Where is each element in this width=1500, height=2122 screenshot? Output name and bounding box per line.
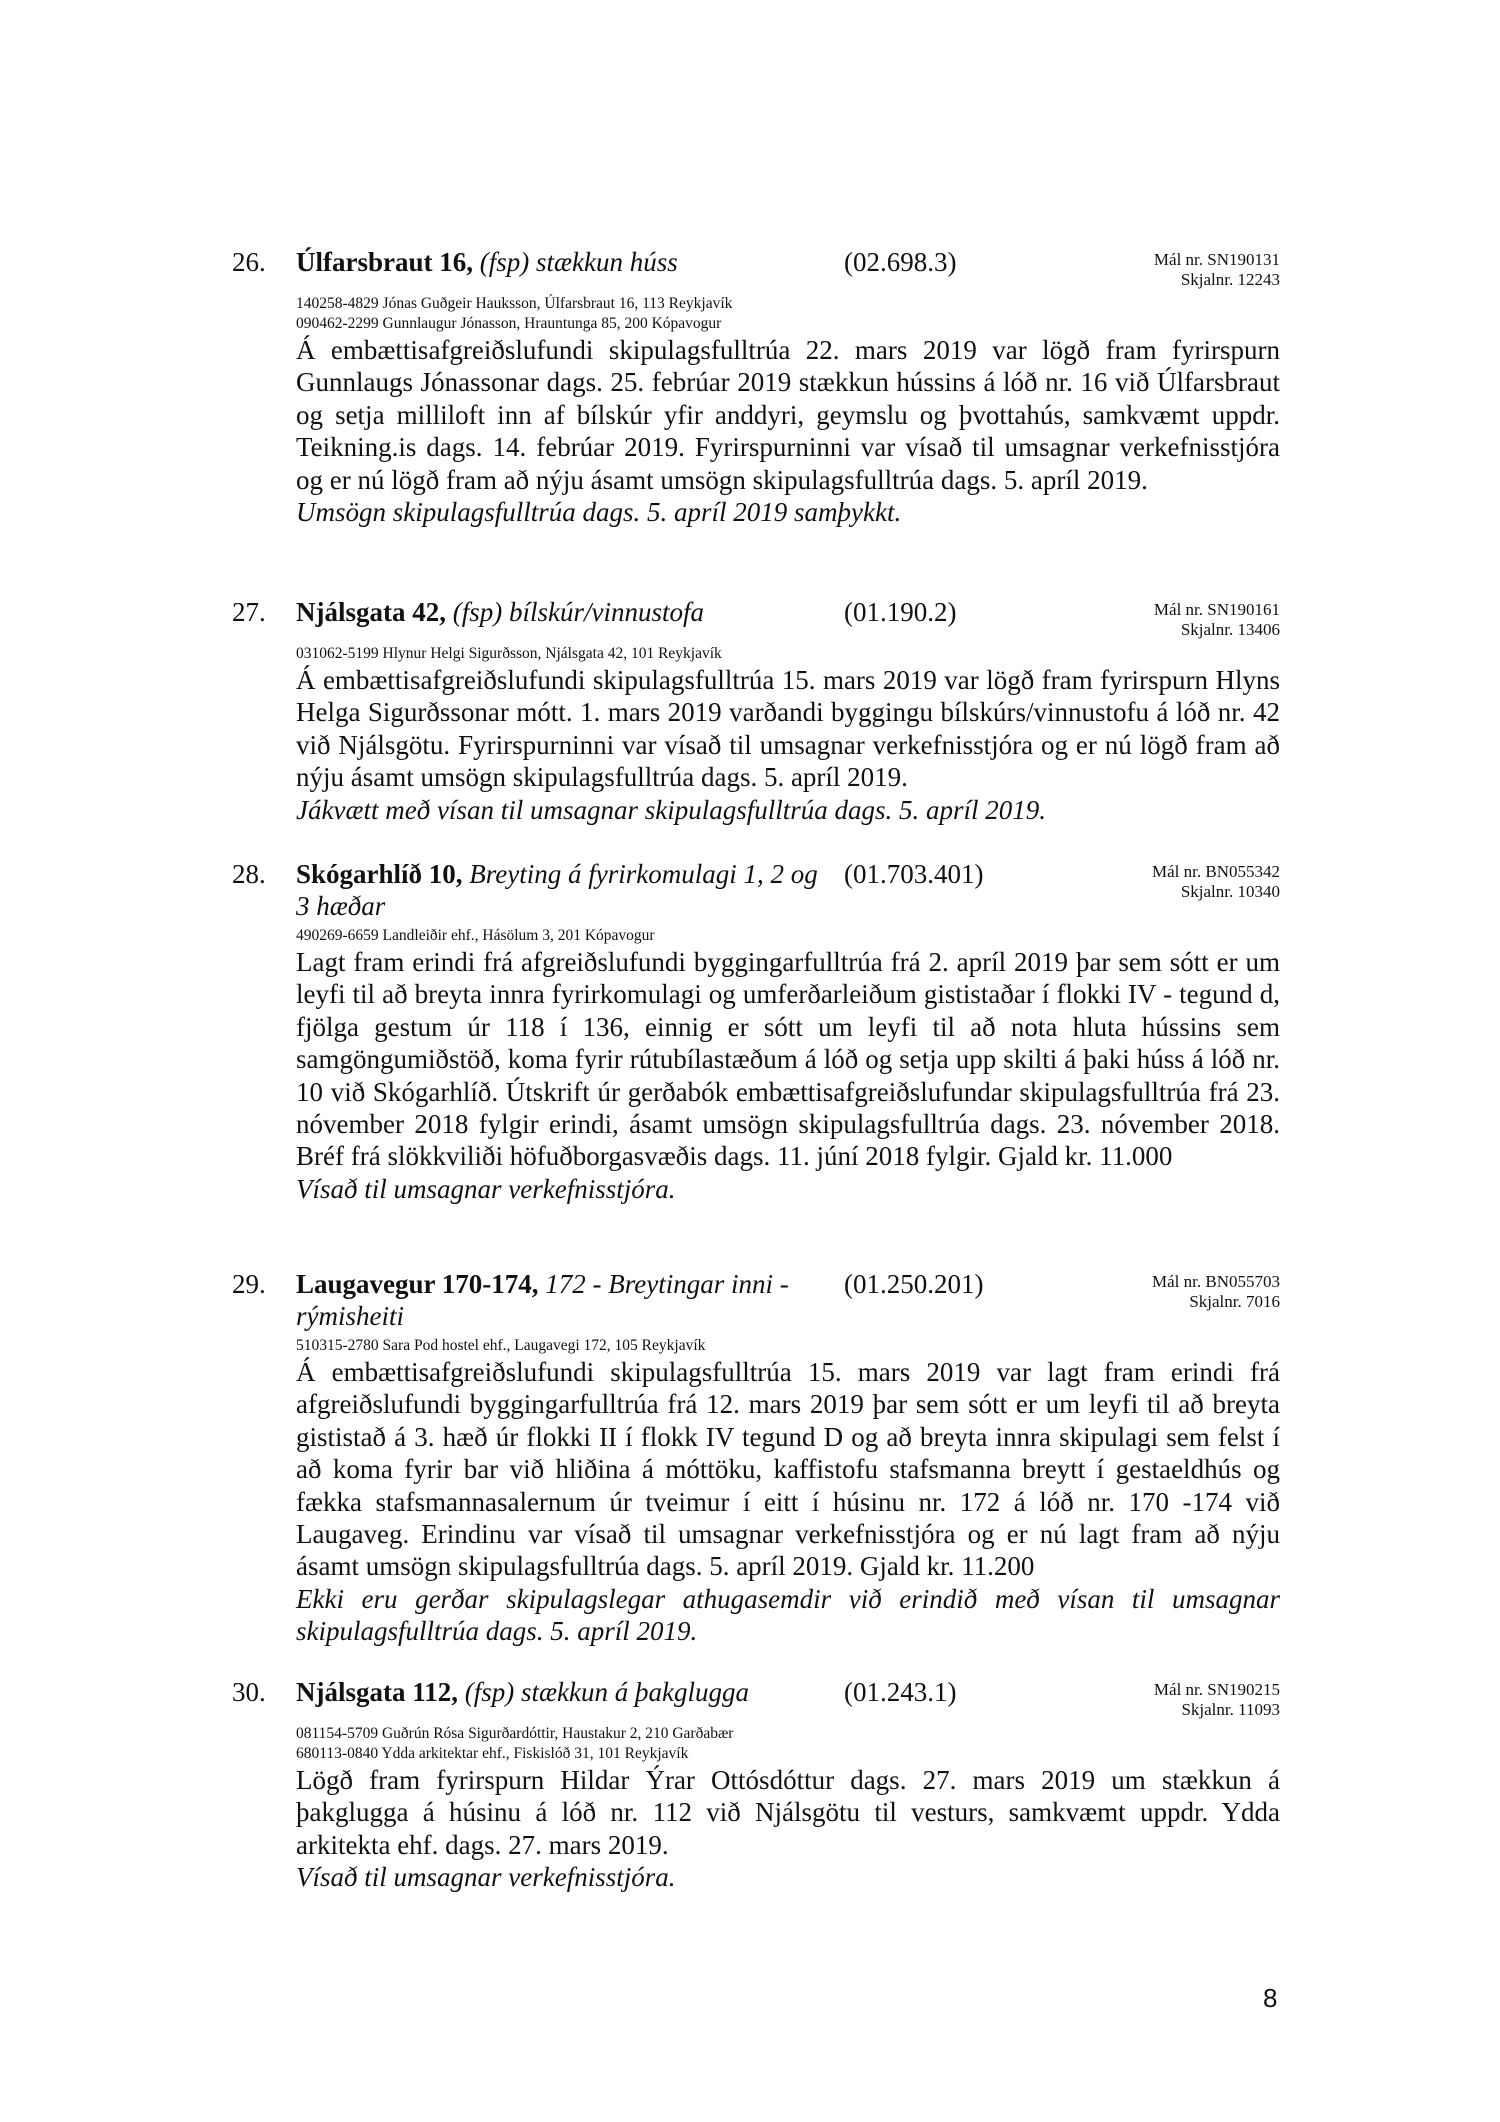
- item-decision: Vísað til umsagnar verkefnisstjóra.: [296, 1862, 676, 1893]
- case-number: Mál nr. SN190131: [1153, 250, 1280, 269]
- item-address: Njálsgata 112,: [296, 1677, 458, 1707]
- document-number: Skjalnr. 11093: [1181, 1700, 1280, 1719]
- owner-line: 490269-6659 Landleiðir ehf., Hásölum 3, 201 Kópavogur: [296, 927, 655, 944]
- item-number: 26.: [232, 247, 266, 277]
- agenda-item-26: [232, 246, 1280, 528]
- item-heading: [296, 596, 836, 628]
- item-address: Úlfarsbraut 16,: [296, 247, 473, 277]
- owner-line: 680113-0840 Ydda arkitektar ehf., Fiskislóð 31, 101 Reykjavík: [296, 1745, 689, 1762]
- item-number: 27.: [232, 597, 266, 627]
- item-subject: 172 - Breytingar inni - rýmisheiti: [296, 1269, 789, 1331]
- item-body: [296, 664, 1280, 826]
- item-number: 30.: [232, 1677, 266, 1707]
- item-owners: [296, 294, 1280, 334]
- item-references: [1154, 600, 1280, 640]
- item-body: [296, 334, 1280, 528]
- item-heading: [296, 1268, 836, 1332]
- item-subject: Breyting á fyrirkomulagi 1, 2 og 3 hæðar: [296, 859, 818, 921]
- item-heading: [296, 858, 836, 922]
- item-body: [296, 946, 1280, 1205]
- item-owners: [296, 644, 1280, 664]
- owner-line: 081154-5709 Guðrún Rósa Sigurðardóttir, Haustakur 2, 210 Garðabær: [296, 1725, 734, 1742]
- item-heading: [296, 1676, 836, 1708]
- item-body: [296, 1356, 1280, 1648]
- document-number: Skjalnr. 7016: [1189, 1292, 1280, 1311]
- item-address: Skógarhlíð 10,: [296, 859, 463, 889]
- item-number: 29.: [232, 1269, 266, 1299]
- document-number: Skjalnr. 10340: [1180, 882, 1280, 901]
- item-land-code: (02.698.3): [844, 247, 957, 277]
- item-decision: Umsögn skipulagsfulltrúa dags. 5. apríl 2019 samþykkt.: [296, 497, 902, 528]
- item-owners: [296, 1724, 1280, 1764]
- case-number: Mál nr. SN190215: [1153, 1680, 1280, 1699]
- agenda-item-28: [232, 858, 1280, 1205]
- item-references: [1154, 1680, 1280, 1720]
- item-land-code: (01.243.1): [844, 1677, 957, 1707]
- item-owners: [296, 926, 1280, 946]
- case-number: Mál nr. BN055342: [1152, 862, 1280, 881]
- item-owners: [296, 1336, 1280, 1356]
- agenda-item-30: [232, 1676, 1280, 1894]
- case-number: Mál nr. BN055703: [1152, 1272, 1280, 1291]
- item-references: [1154, 250, 1280, 290]
- document-number: Skjalnr. 13406: [1180, 620, 1280, 639]
- item-address: Njálsgata 42,: [296, 597, 446, 627]
- item-number: 28.: [232, 859, 266, 889]
- item-body: [296, 1764, 1280, 1894]
- item-land-code: (01.250.201): [844, 1269, 984, 1299]
- agenda-item-27: [232, 596, 1280, 826]
- owner-line: 090462-2299 Gunnlaugur Jónasson, Hrauntunga 85, 200 Kópavogur: [296, 315, 722, 332]
- item-land-code: (01.190.2): [844, 597, 957, 627]
- item-references: [1152, 1272, 1280, 1312]
- item-heading: [296, 246, 836, 278]
- item-land-code: (01.703.401): [844, 859, 984, 889]
- document-number: Skjalnr. 12243: [1180, 270, 1280, 289]
- item-decision: Ekki eru gerðar skipulagslegar athugasemdir við erindið með vísan til umsagnar skipulagsfulltrúa dags. 5. apríl 2019.: [296, 1583, 1280, 1647]
- item-description: Á embættisafgreiðslufundi skipulagsfulltrúa 15. mars 2019 var lögð fram fyrirspurn Hlyns Helga Sigurðssonar mótt. 1. mars 2019 varðandi byggingu bílskúrs/vinnustofu á lóð nr. 42 við Njálsgötu. Fyrirspurninni var vísað til umsagnar verkefnisstjóra og er nú lögð fram að nýju ásamt umsögn skipulagsfulltrúa dags. 5. apríl 2019.: [296, 665, 1280, 793]
- item-description: Lögð fram fyrirspurn Hildar Ýrar Ottósdóttur dags. 27. mars 2019 um stækkun á þakglugga á húsinu á lóð nr. 112 við Njálsgötu til vesturs, samkvæmt uppdr. Ydda arkitekta ehf. dags. 27. mars 2019.: [296, 1765, 1280, 1860]
- item-subject: (fsp) stækkun á þakglugga: [464, 1677, 749, 1707]
- item-description: Á embættisafgreiðslufundi skipulagsfulltrúa 15. mars 2019 var lagt fram erindi frá afgreiðslufundi byggingarfulltrúa frá 12. mars 2019 þar sem sótt er um leyfi til að breyta gististað á 3. hæð úr flokki II í flokk IV tegund D og að breyta innra skipulagi sem felst í að koma fyrir bar við hliðina á móttöku, kaffistofu stafsmanna breytt í gestaeldhús og fækka stafsmannasalernum úr tveimur í eitt í húsinu nr. 172 á lóð nr. 170 -174 við Laugaveg. Erindinu var vísað til umsagnar verkefnisstjóra og er nú lagt fram að nýju ásamt umsögn skipulagsfulltrúa dags. 5. apríl 2019. Gjald kr. 11.200: [296, 1357, 1280, 1582]
- item-description: Lagt fram erindi frá afgreiðslufundi byggingarfulltrúa frá 2. apríl 2019 þar sem sótt er um leyfi til að breyta innra fyrirkomulagi og umferðarleiðum gististaðar í flokki IV - tegund d, fjölga gestum úr 118 í 136, einnig er sótt um leyfi til að nota hluta hússins sem samgöngumiðstöð, koma fyrir rútubílastæðum á lóð og setja upp skilti á þaki húss á lóð nr. 10 við Skógarhlíð. Útskrift úr gerðabók embættisafgreiðslufundar skipulagsfulltrúa frá 23. nóvember 2018 fylgir erindi, ásamt umsögn skipulagsfulltrúa dags. 23. nóvember 2018. Bréf frá slökkviliði höfuðborgasvæðis dags. 11. júní 2018 fylgir. Gjald kr. 11.000: [296, 947, 1280, 1172]
- item-description: Á embættisafgreiðslufundi skipulagsfulltrúa 22. mars 2019 var lögð fram fyrirspurn Gunnlaugs Jónassonar dags. 25. febrúar 2019 stækkun hússins á lóð nr. 16 við Úlfarsbraut og setja milliloft inn af bílskúr yfir anddyri, geymslu og þvottahús, samkvæmt uppdr. Teikning.is dags. 14. febrúar 2019. Fyrirspurninni var vísað til umsagnar verkefnisstjóra og er nú lögð fram að nýju ásamt umsögn skipulagsfulltrúa dags. 5. apríl 2019.: [296, 335, 1280, 495]
- case-number: Mál nr. SN190161: [1153, 600, 1280, 619]
- item-subject: (fsp) stækkun húss: [479, 247, 678, 277]
- item-address: Laugavegur 170-174,: [296, 1269, 539, 1299]
- item-decision: Jákvætt með vísan til umsagnar skipulagsfulltrúa dags. 5. apríl 2019.: [296, 794, 1046, 825]
- page-number: 8: [1263, 1983, 1278, 2013]
- owner-line: 510315-2780 Sara Pod hostel ehf., Laugavegi 172, 105 Reykjavík: [296, 1337, 706, 1354]
- item-references: [1152, 862, 1280, 902]
- item-decision: Vísað til umsagnar verkefnisstjóra.: [296, 1173, 676, 1204]
- owner-line: 031062-5199 Hlynur Helgi Sigurðsson, Njálsgata 42, 101 Reykjavík: [296, 645, 722, 662]
- owner-line: 140258-4829 Jónas Guðgeir Hauksson, Úlfarsbraut 16, 113 Reykjavík: [296, 295, 733, 312]
- agenda-item-29: [232, 1268, 1280, 1648]
- item-subject: (fsp) bílskúr/vinnustofa: [452, 597, 704, 627]
